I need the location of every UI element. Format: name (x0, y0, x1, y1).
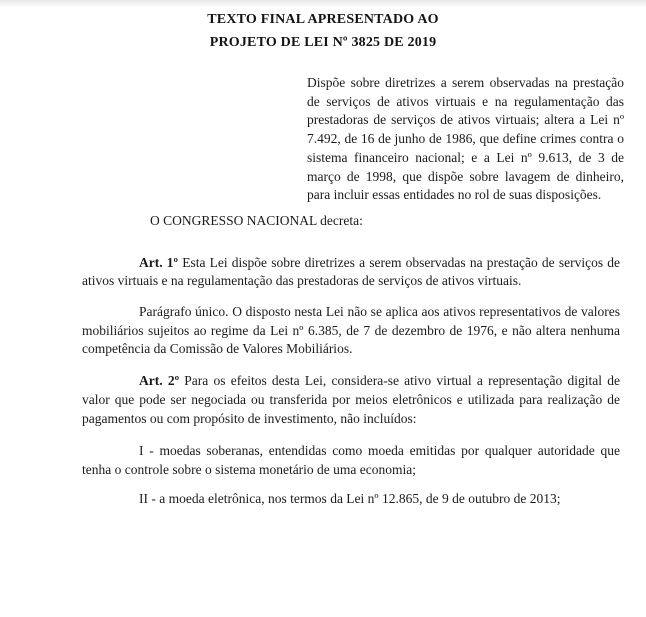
paragraph (82, 490, 620, 509)
paragraph (82, 303, 620, 359)
paragraph-text: a moeda eletrônica, nos termos da Lei nº 12.865, de 9 de outubro de 2013; (155, 490, 561, 506)
document-title-line2: PROJETO DE LEI Nº 3825 DE 2019 (209, 35, 437, 50)
paragraph (82, 254, 620, 291)
paragraph-lead: Parágrafo único. (139, 304, 229, 320)
ementa: Dispõe sobre diretrizes a serem observadas na prestação de serviços de ativos virtuais e na regulamentação das prestadoras de serviços de ativos virtuais; altera a Lei nº 7.492, de 16 de junho de 1986, que define crimes contra o sistema financeiro nacional; e a Lei nº 9.613, de 3 de março de 1998, que dispõe sobre lavagem de dinheiro, para incluir essas entidades no rol de suas disposições. (307, 75, 624, 203)
document-title-line1: TEXTO FINAL APRESENTADO AO (207, 12, 439, 27)
paragraph-lead: Art. 2º (139, 373, 180, 389)
paragraph (82, 372, 620, 428)
paragraph-lead: I - (139, 443, 154, 459)
paragraph-lead: II - (139, 490, 156, 506)
document-title (0, 8, 646, 54)
paragraph-text: moedas soberanas, entendidas como moeda emitidas por qualquer autoridade que tenha o controle sobre o sistema monetário de uma economia; (82, 443, 621, 477)
paragraph-text: O disposto nesta Lei não se aplica aos ativos representativos de valores mobiliários sujeitos ao regime da Lei nº 6.385, de 7 de dezembro de 1976, e não altera nenhuma competência da Comissão de Valores Mobiliários. (82, 304, 621, 357)
paragraph-text: Para os efeitos desta Lei, considera-se ativo virtual a representação digital de valor que pode ser negociada ou transferida por meios eletrônicos e utilizada para realização de pagamentos ou com propósito de investimento, não incluídos: (82, 373, 620, 426)
paragraph-lead: Art. 1º (139, 254, 179, 270)
paragraph (82, 442, 620, 479)
preamble: O CONGRESSO NACIONAL decreta: (150, 212, 363, 228)
paragraph-text: Esta Lei dispõe sobre diretrizes a serem observadas na prestação de serviços de ativos virtuais e na regulamentação das prestadoras de serviços de ativos virtuais. (82, 254, 621, 289)
body-paragraphs (0, 254, 646, 509)
